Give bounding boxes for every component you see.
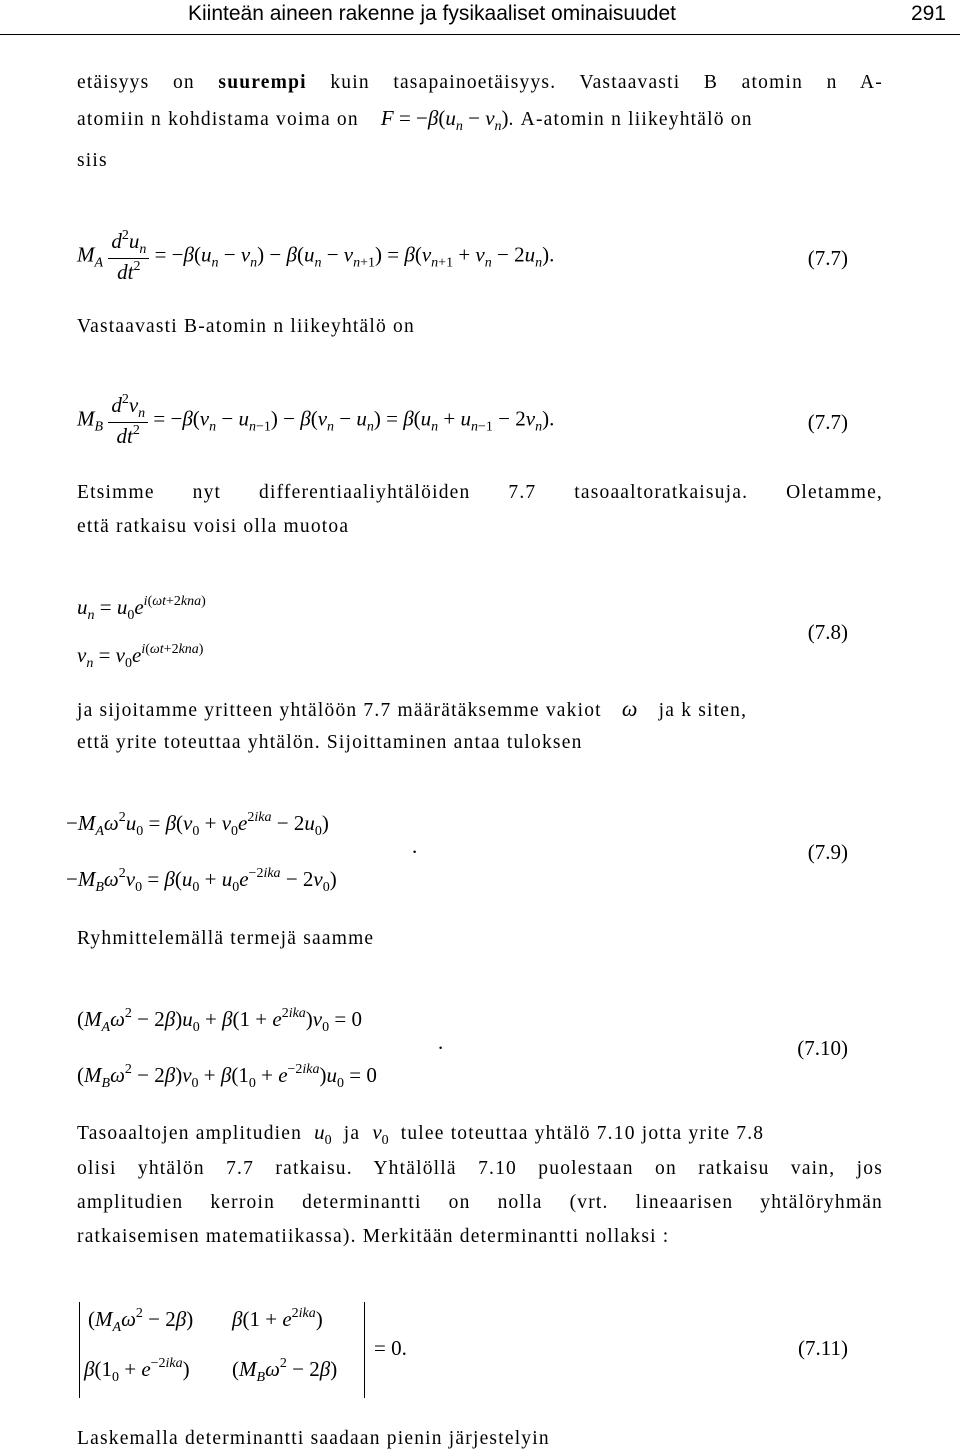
bold-text: suurempi bbox=[218, 72, 307, 93]
paragraph-2: Vastaavasti B-atomin n liikeyhtälö on bbox=[77, 316, 415, 337]
text-run: tulee toteuttaa yhtälö 7.10 jotta yrite 7.8 bbox=[400, 1123, 765, 1144]
paragraph-6-line-3: amplitudien kerroin determinantti on nolla (vrt. lineaarisen yhtälöryhmän bbox=[77, 1192, 883, 1213]
force-formula: $F = -\beta(u_n - v_n)$ bbox=[380, 106, 509, 134]
omega-symbol: ω bbox=[621, 696, 639, 721]
equation-7-10-b: $(M_B\omega^2 - 2\beta)v_0 + \beta(1_0 + e^{-2ika})u_0 = 0$ bbox=[77, 1062, 377, 1091]
equation-number: (7.11) bbox=[798, 1336, 848, 1360]
determinant-equals-zero: = 0. bbox=[374, 1336, 407, 1360]
paragraph-1-line-3: siis bbox=[77, 150, 108, 171]
equation-number: (7.8) bbox=[807, 620, 848, 644]
equation-period: . bbox=[438, 1030, 444, 1054]
text-run: Tasoaaltojen amplitudien bbox=[77, 1123, 303, 1144]
paragraph-5: Ryhmittelemällä termejä saamme bbox=[77, 928, 375, 949]
text-run: atomiin n kohdistama voima on bbox=[77, 109, 359, 130]
paragraph-3-line-2: että ratkaisu voisi olla muotoa bbox=[77, 516, 350, 537]
text-run: . A-atomin n liikeyhtälö on bbox=[508, 109, 753, 130]
paragraph-3-line-1: Etsimme nyt differentiaaliyhtälöiden 7.7 tasoaaltoratkaisuja. Oletamme, bbox=[77, 482, 883, 503]
u0-symbol: $u_0$ bbox=[314, 1120, 332, 1148]
equation-7-7-b: $M_B$ $\frac{d^2v_n}{dt^2}$ = $-\beta(v_n - u_{n-1}) - \beta(v_n - u_n) = \beta(u_n + u_{n-1} - 2v_n)$. bbox=[77, 392, 555, 448]
paragraph-4-line-1 bbox=[77, 696, 883, 722]
paragraph-6-line-2: olisi yhtälön 7.7 ratkaisu. Yhtälöllä 7.10 puolestaan on ratkaisu vain, jos bbox=[77, 1158, 883, 1179]
equation-7-9-a: $-M_A\omega^2u_0 = \beta(v_0 + v_0e^{2ika} - 2u_0)$ bbox=[66, 810, 329, 839]
equation-7-7-a: $M_A$ $\frac{d^2u_n}{dt^2}$ = $-\beta(u_n - v_n) - \beta(u_n - v_{n+1}) = \beta(v_{n+1} + v_n - 2u_n)$. bbox=[77, 228, 555, 284]
equation-7-8-u: $u_n = u_0e^{i(\omega t+2kna)}$ bbox=[77, 594, 206, 623]
paragraph-1-line-2 bbox=[77, 106, 883, 135]
running-title: Kiinteän aineen rakenne ja fysikaaliset ominaisuudet bbox=[188, 2, 676, 25]
equation-period: . bbox=[412, 834, 418, 858]
equation-7-8-v: $v_n = v_0e^{i(\omega t+2kna)}$ bbox=[77, 642, 204, 671]
paragraph-4-line-2: että yrite toteuttaa yhtälön. Sijoittaminen antaa tuloksen bbox=[77, 732, 583, 753]
fraction: $\frac{d^2v_n}{dt^2}$ bbox=[108, 392, 148, 449]
equation-7-9-b: $-M_B\omega^2v_0 = \beta(u_0 + u_0e^{-2ika} - 2v_0)$ bbox=[66, 866, 337, 895]
equation-number: (7.7) bbox=[807, 410, 848, 434]
equation-7-10-a: $(M_A\omega^2 - 2\beta)u_0 + \beta(1 + e^{2ika})v_0 = 0$ bbox=[77, 1006, 362, 1035]
fraction: $\frac{d^2u_n}{dt^2}$ bbox=[108, 228, 149, 285]
text-run: ja sijoitamme yritteen yhtälöön 7.7 määrätäksemme vakiot bbox=[77, 700, 602, 721]
text-run: ja k siten, bbox=[658, 700, 748, 721]
determinant-entry-21: $\beta(1_0 + e^{-2ika})$ bbox=[84, 1356, 190, 1385]
paragraph-1-line-1 bbox=[77, 72, 883, 94]
determinant-entry-12: $\beta(1 + e^{2ika})$ bbox=[232, 1306, 323, 1331]
text-run: etäisyys on bbox=[77, 72, 219, 93]
paragraph-6-line-1 bbox=[77, 1120, 883, 1149]
text-run: ja bbox=[343, 1123, 361, 1144]
determinant-entry-11: $(M_A\omega^2 - 2\beta)$ bbox=[88, 1306, 194, 1335]
equation-number: (7.9) bbox=[807, 840, 848, 864]
paragraph-7: Laskemalla determinantti saadaan pienin järjestelyin bbox=[77, 1428, 550, 1449]
equation-number: (7.10) bbox=[797, 1036, 848, 1060]
equation-number: (7.7) bbox=[807, 246, 848, 270]
page-header bbox=[0, 0, 960, 35]
page-number: 291 bbox=[910, 2, 946, 25]
determinant-entry-22: $(M_B\omega^2 - 2\beta)$ bbox=[232, 1356, 338, 1385]
text-run: kuin tasapainoetäisyys. Vastaavasti B atomin n A- bbox=[306, 72, 883, 93]
paragraph-6-line-4: ratkaisemisen matematiikassa). Merkitään determinantti nollaksi : bbox=[77, 1226, 670, 1247]
v0-symbol: $v_0$ bbox=[372, 1120, 389, 1148]
